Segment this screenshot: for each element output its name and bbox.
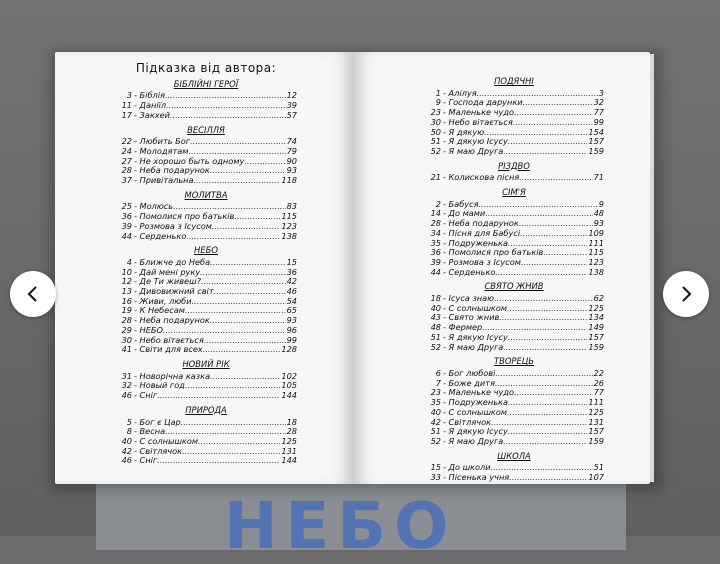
- page-number: 144: [281, 390, 297, 401]
- song-title: - Алілуя: [443, 87, 477, 98]
- index-entry: [424, 173, 604, 183]
- page-number: 102: [281, 370, 297, 381]
- song-number: 50: [430, 126, 441, 137]
- page-number: 128: [281, 344, 297, 355]
- page-number: 118: [281, 175, 297, 186]
- song-number: 35: [430, 237, 441, 248]
- song-number: 46: [121, 390, 132, 401]
- index-entry: [115, 345, 297, 355]
- song-title: - Боже дитя: [443, 377, 495, 388]
- song-number: 13: [121, 286, 132, 297]
- song-number: 18: [430, 293, 441, 304]
- song-number: 32: [121, 380, 132, 391]
- dot-leader: [210, 258, 285, 268]
- page-number: 131: [281, 445, 297, 456]
- song-number: 39: [430, 256, 441, 267]
- song-number: 1: [435, 87, 441, 98]
- page-number: 123: [588, 256, 604, 267]
- song-title: - Я дякую Ісусу: [443, 426, 508, 437]
- dot-leader: [203, 345, 281, 355]
- song-number: 27: [121, 155, 132, 166]
- page-number: 125: [588, 302, 604, 313]
- dot-leader: [200, 268, 285, 278]
- page-number: 90: [286, 155, 297, 166]
- song-title: - Я дякую Ісусу: [443, 331, 508, 342]
- page-number: 26: [593, 377, 604, 388]
- song-title: - Світи для всех: [134, 344, 203, 355]
- page-number: 54: [286, 295, 297, 306]
- page-number: 157: [588, 136, 604, 147]
- page-number: 77: [593, 107, 604, 118]
- song-number: 51: [430, 426, 441, 437]
- page-number: 83: [286, 201, 297, 212]
- song-title: - С солнышком: [134, 435, 199, 446]
- dot-leader: [508, 427, 588, 437]
- page-title: Підказка від автора:: [135, 61, 277, 75]
- song-number: 52: [430, 145, 441, 156]
- page-number: 99: [286, 334, 297, 345]
- song-title: - До школи: [443, 462, 491, 473]
- song-number: 7: [435, 377, 441, 388]
- page-number: 9: [598, 198, 604, 209]
- index-entry: [115, 456, 297, 466]
- section-heading: НЕБО: [194, 245, 218, 256]
- song-number: 34: [430, 227, 441, 238]
- song-number: 36: [430, 247, 441, 258]
- dot-leader: [543, 248, 587, 258]
- page-number: 144: [281, 455, 297, 466]
- next-button[interactable]: [663, 271, 709, 317]
- dot-leader: [507, 304, 587, 314]
- song-number: 30: [121, 334, 132, 345]
- page-number: 111: [588, 397, 604, 408]
- dot-leader: [234, 212, 280, 222]
- dot-leader: [503, 343, 587, 353]
- song-title: - Розмова з Ісусом: [443, 256, 521, 267]
- song-title: - Новый год: [134, 380, 185, 391]
- song-number: 28: [121, 315, 132, 326]
- song-title: - Маленьке чудо: [443, 107, 515, 118]
- song-title: - Дивовижний світ: [134, 286, 214, 297]
- song-title: - Неба подарунок: [134, 315, 210, 326]
- page-number: 125: [281, 435, 297, 446]
- page-number: 159: [588, 435, 604, 446]
- section-heading: ПРИРОДА: [185, 404, 227, 415]
- index-entry: [424, 147, 604, 157]
- dot-leader: [503, 147, 587, 157]
- page-number: 22: [593, 367, 604, 378]
- right-page-index: [424, 72, 604, 483]
- page-number: 51: [593, 462, 604, 473]
- song-title: - Я дякую Ісусу: [443, 136, 508, 147]
- page-number: 18: [286, 416, 297, 427]
- song-title: - Подруженька: [443, 237, 508, 248]
- song-title: - С солнышком: [443, 406, 508, 417]
- dot-leader: [212, 222, 280, 232]
- dot-leader: [520, 229, 587, 239]
- dot-leader: [210, 372, 280, 382]
- page-number: 115: [588, 247, 604, 258]
- index-entry: [115, 232, 297, 242]
- page-number: 99: [593, 116, 604, 127]
- index-entry: [115, 111, 297, 121]
- song-number: 10: [121, 266, 132, 277]
- song-number: 19: [121, 305, 132, 316]
- song-number: 22: [121, 136, 132, 147]
- page-number: 74: [286, 136, 297, 147]
- dot-leader: [166, 101, 285, 111]
- dot-leader: [170, 111, 286, 121]
- page-number: 57: [286, 109, 297, 120]
- song-number: 5: [126, 416, 132, 427]
- dot-leader: [182, 447, 280, 457]
- song-number: 41: [121, 344, 132, 355]
- song-title: - Помолися про батьків: [134, 211, 235, 222]
- song-number: 2: [435, 198, 441, 209]
- section-heading: ШКОЛА: [497, 450, 531, 461]
- page-number: 149: [588, 322, 604, 333]
- page-number: 138: [281, 230, 297, 241]
- dot-leader: [210, 316, 286, 326]
- dot-leader: [181, 418, 286, 428]
- page-number: 62: [593, 293, 604, 304]
- section-heading: БІБЛІЙНІ ГЕРОЇ: [173, 78, 239, 89]
- page-number: 32: [593, 97, 604, 108]
- dot-leader: [521, 258, 587, 268]
- song-title: - До мами: [443, 208, 486, 219]
- page-number: 134: [588, 312, 604, 323]
- left-page-index: [115, 61, 297, 466]
- chevron-right-icon: [677, 285, 695, 303]
- song-title: - Сніг: [134, 390, 158, 401]
- page-number: 131: [588, 416, 604, 427]
- dot-leader: [514, 108, 593, 118]
- page-number: 157: [588, 426, 604, 437]
- song-number: 25: [121, 201, 132, 212]
- song-title: - Молюсь: [134, 201, 174, 212]
- song-title: - Сніг: [134, 455, 158, 466]
- page-number: 77: [593, 387, 604, 398]
- page-number: 115: [281, 211, 297, 222]
- song-title: - Я маю Друга: [443, 435, 504, 446]
- dot-leader: [523, 98, 593, 108]
- dot-leader: [495, 268, 587, 278]
- dot-leader: [499, 313, 587, 323]
- page-number: 36: [286, 266, 297, 277]
- song-title: - К Небесам: [134, 305, 185, 316]
- dot-leader: [509, 473, 587, 483]
- song-title: - Новорічна казка: [134, 370, 211, 381]
- section-heading: РІЗДВО: [498, 160, 530, 171]
- page-number: 125: [588, 406, 604, 417]
- song-number: 42: [430, 416, 441, 427]
- song-title: - Господа дарунки: [443, 97, 523, 108]
- song-title: - Бог є Цар: [134, 416, 181, 427]
- page-number: 28: [286, 426, 297, 437]
- dot-leader: [495, 369, 592, 379]
- song-number: 28: [430, 218, 441, 229]
- index-entry: [424, 437, 604, 447]
- dot-leader: [204, 336, 286, 346]
- song-number: 3: [126, 90, 132, 101]
- dot-leader: [503, 437, 587, 447]
- dot-leader: [157, 456, 280, 466]
- song-title: - Ближче до Неба: [134, 256, 211, 267]
- song-title: - Пісня для Бабусі: [443, 227, 521, 238]
- song-title: - Світлячок: [443, 416, 492, 427]
- song-number: 17: [121, 109, 132, 120]
- song-title: - Помолися про батьків: [443, 247, 544, 258]
- index-entry: [115, 391, 297, 401]
- song-title: - Небо вітається: [134, 334, 204, 345]
- song-number: 46: [121, 455, 132, 466]
- dot-leader: [514, 388, 593, 398]
- song-title: - Я дякую: [443, 126, 485, 137]
- page-number: 71: [593, 172, 604, 183]
- dot-leader: [190, 137, 285, 147]
- song-title: - С солнышком: [443, 302, 508, 313]
- dot-leader: [157, 391, 280, 401]
- song-title: - Пісенька учня: [443, 472, 510, 483]
- song-title: - Подруженька: [443, 397, 508, 408]
- page-number: 159: [588, 341, 604, 352]
- song-title: - Біблія: [134, 90, 165, 101]
- song-number: 24: [121, 145, 132, 156]
- page-number: 96: [286, 324, 297, 335]
- song-title: - Неба подарунок: [443, 218, 519, 229]
- song-number: 23: [430, 387, 441, 398]
- song-number: 29: [121, 324, 132, 335]
- dot-leader: [508, 333, 588, 343]
- song-number: 12: [121, 276, 132, 287]
- song-number: 21: [430, 172, 441, 183]
- index-entry: [424, 343, 604, 353]
- song-title: - Я маю Друга: [443, 145, 504, 156]
- page-number: 157: [588, 331, 604, 342]
- song-title: - Живи, люби: [134, 295, 192, 306]
- left-page: [55, 52, 353, 484]
- song-title: - Закхей: [134, 109, 170, 120]
- dot-leader: [192, 297, 286, 307]
- song-number: 6: [435, 367, 441, 378]
- dot-leader: [244, 157, 285, 167]
- page-number: 109: [588, 227, 604, 238]
- page-number: 39: [286, 100, 297, 111]
- section-heading: ВЕСІЛЛЯ: [187, 124, 225, 135]
- index-entry: [424, 268, 604, 278]
- song-number: 11: [121, 100, 132, 111]
- page-number: 93: [286, 165, 297, 176]
- song-number: 4: [126, 256, 132, 267]
- page-number: 123: [281, 220, 297, 231]
- song-number: 15: [430, 462, 441, 473]
- song-title: - Фермер: [443, 322, 483, 333]
- section-heading: СВЯТО ЖНИВ: [484, 281, 544, 292]
- song-number: 48: [430, 322, 441, 333]
- page-number: 107: [588, 472, 604, 483]
- dot-leader: [507, 408, 587, 418]
- song-title: - Бог любові: [443, 367, 496, 378]
- dot-leader: [479, 200, 598, 210]
- dot-leader: [519, 219, 593, 229]
- page-number: 111: [588, 237, 604, 248]
- song-number: 30: [430, 116, 441, 127]
- index-entry: [115, 176, 297, 186]
- song-number: 44: [430, 266, 441, 277]
- song-number: 31: [121, 370, 132, 381]
- song-number: 33: [430, 472, 441, 483]
- section-heading: СІМ'Я: [502, 187, 526, 198]
- page-number: 138: [588, 266, 604, 277]
- dot-leader: [494, 294, 593, 304]
- song-title: - Світлячок: [134, 445, 183, 456]
- right-page: [353, 52, 650, 484]
- song-title: - Весна: [134, 426, 166, 437]
- page-number: 65: [286, 305, 297, 316]
- song-title: - Серденько: [443, 266, 496, 277]
- song-number: 40: [121, 435, 132, 446]
- index-entry: [424, 473, 604, 483]
- dot-leader: [508, 398, 587, 408]
- page-number: 48: [593, 208, 604, 219]
- page-number: 12: [286, 90, 297, 101]
- page-number: 93: [593, 218, 604, 229]
- song-number: 28: [121, 165, 132, 176]
- page-number: 46: [286, 286, 297, 297]
- song-title: - Неба подарунок: [134, 165, 210, 176]
- song-number: 42: [121, 445, 132, 456]
- page-number: 154: [588, 126, 604, 137]
- song-title: - Не хорошо быть одному: [134, 155, 245, 166]
- cover-title: НЕБО: [224, 490, 457, 564]
- page-number: 79: [286, 145, 297, 156]
- song-title: - НЕБО: [134, 324, 163, 335]
- dot-leader: [214, 287, 286, 297]
- page-number: 105: [281, 380, 297, 391]
- song-number: 52: [430, 341, 441, 352]
- song-number: 40: [430, 302, 441, 313]
- page-number: 15: [286, 256, 297, 267]
- song-title: - Любить Бог: [134, 136, 191, 147]
- dot-leader: [185, 381, 280, 391]
- song-number: 23: [430, 107, 441, 118]
- song-title: - Колискова пісня: [443, 172, 520, 183]
- song-title: - Даніїл: [134, 100, 167, 111]
- song-title: - Ісуса знаю: [443, 293, 495, 304]
- dot-leader: [519, 173, 592, 183]
- song-number: 8: [126, 426, 132, 437]
- song-title: - Свято жнив: [443, 312, 500, 323]
- song-number: 36: [121, 211, 132, 222]
- song-title: - Я маю Друга: [443, 341, 504, 352]
- song-title: - Маленьке чудо: [443, 387, 515, 398]
- song-number: 51: [430, 136, 441, 147]
- song-number: 39: [121, 220, 132, 231]
- song-title: - Небо вітається: [443, 116, 513, 127]
- song-number: 16: [121, 295, 132, 306]
- dot-leader: [513, 118, 593, 128]
- section-heading: МОЛИТВА: [184, 189, 228, 200]
- song-number: 43: [430, 312, 441, 323]
- song-number: 37: [121, 175, 132, 186]
- dot-leader: [210, 166, 286, 176]
- song-title: - Привітальна: [134, 175, 194, 186]
- song-number: 51: [430, 331, 441, 342]
- section-heading: ПОДЯЧНІ: [494, 76, 534, 86]
- song-number: 14: [430, 208, 441, 219]
- song-number: 52: [430, 435, 441, 446]
- song-title: - Розмова з Ісусом: [134, 220, 212, 231]
- song-title: - Де Ти живеш?: [134, 276, 201, 287]
- section-heading: ТВОРЕЦЬ: [493, 356, 535, 367]
- song-number: 35: [430, 397, 441, 408]
- prev-button[interactable]: [10, 271, 56, 317]
- song-title: - Молодятам: [134, 145, 189, 156]
- song-title: - Бабуся: [443, 198, 479, 209]
- page-number: 3: [598, 87, 604, 98]
- song-number: 40: [430, 406, 441, 417]
- dot-leader: [194, 176, 281, 186]
- page-number: 93: [286, 315, 297, 326]
- song-title: - Серденько: [134, 230, 187, 241]
- dot-leader: [165, 91, 286, 101]
- page-number: 42: [286, 276, 297, 287]
- page-number: 159: [588, 145, 604, 156]
- dot-leader: [508, 137, 588, 147]
- section-heading: НОВИЙ РІК: [182, 358, 230, 369]
- dot-leader: [186, 232, 280, 242]
- song-number: 44: [121, 230, 132, 241]
- dot-leader: [198, 437, 280, 447]
- song-title: - Дай мені руку: [134, 266, 201, 277]
- chevron-left-icon: [24, 285, 42, 303]
- song-number: 9: [435, 97, 441, 108]
